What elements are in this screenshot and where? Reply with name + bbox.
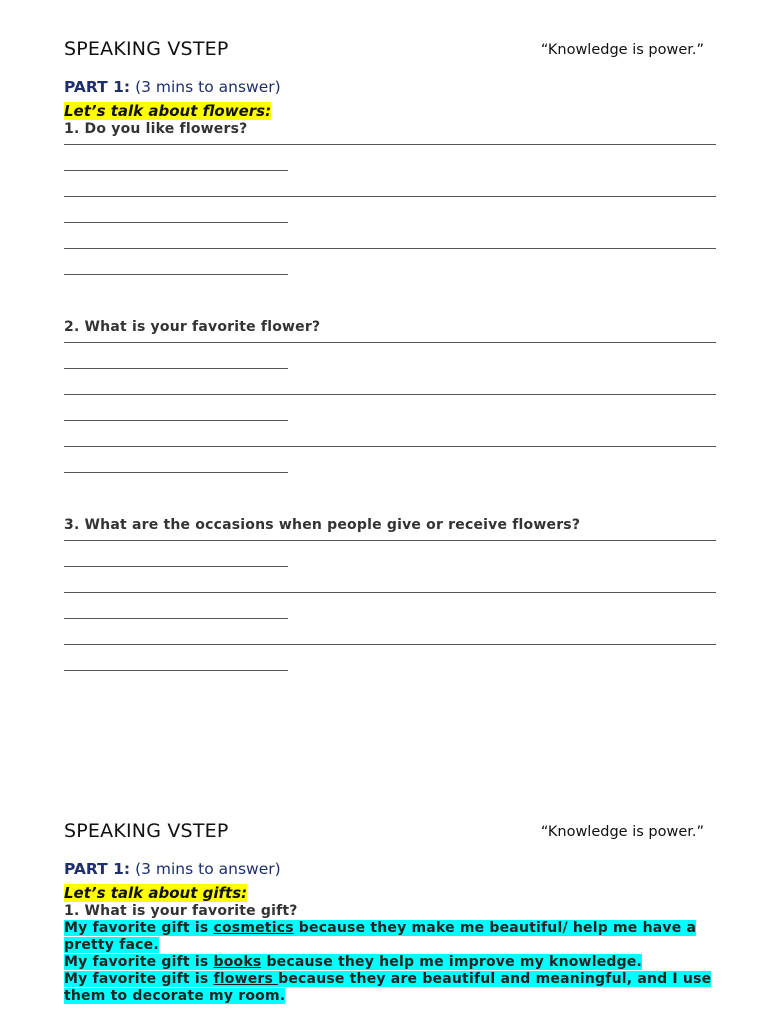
topic-text: Let’s talk about flowers: (64, 102, 272, 120)
answer-rest: because they make me beautiful/ help me have a pretty face. (64, 920, 697, 953)
answer-lines-1[interactable] (64, 144, 716, 275)
answer-line[interactable] (64, 196, 716, 197)
answer-keyword: flowers (213, 971, 279, 987)
answer-line[interactable] (64, 368, 288, 369)
sample-answers (64, 920, 716, 1005)
answer-line[interactable] (64, 144, 716, 145)
sheet-header (64, 820, 716, 848)
answer-line[interactable] (64, 540, 716, 541)
answer-rest: because they help me improve my knowledge. (261, 954, 643, 970)
answer-line[interactable] (64, 446, 716, 447)
answer-line[interactable] (64, 394, 716, 395)
question-1: 1. What is your favorite gift? (64, 903, 298, 919)
answer-line[interactable] (64, 274, 288, 275)
page-title: SPEAKING VSTEP (64, 820, 229, 842)
answer-line[interactable] (64, 618, 288, 619)
answer-keyword: cosmetics (213, 920, 294, 936)
part-heading (64, 858, 716, 880)
answer-line[interactable] (64, 566, 288, 567)
answer-keyword: books (213, 954, 262, 970)
worksheet-gifts (64, 820, 716, 1005)
answer-line[interactable] (64, 420, 288, 421)
answer-line[interactable] (64, 248, 716, 249)
answer-prefix: My favorite gift is (64, 920, 214, 936)
worksheet-flowers (64, 38, 716, 696)
sample-answer (64, 920, 716, 954)
answer-prefix: My favorite gift is (64, 971, 214, 987)
part-label: PART 1: (64, 78, 131, 96)
part-time: (3 mins to answer) (135, 78, 281, 96)
answer-rest: because they are beautiful and meaningful, and I use them to decorate my room. (64, 971, 712, 1004)
answer-lines-2[interactable] (64, 342, 716, 473)
sample-answer (64, 971, 716, 1005)
sample-answer (64, 954, 716, 971)
question-3: 3. What are the occasions when people give or receive flowers? (64, 517, 581, 533)
sheet-header (64, 38, 716, 66)
part-heading (64, 76, 716, 98)
quote: “Knowledge is power.” (540, 824, 704, 840)
page-title: SPEAKING VSTEP (64, 38, 229, 60)
topic-text: Let’s talk about gifts: (64, 884, 248, 902)
answer-line[interactable] (64, 670, 288, 671)
quote: “Knowledge is power.” (540, 42, 704, 58)
answer-lines-3[interactable] (64, 540, 716, 671)
question-2: 2. What is your favorite flower? (64, 319, 321, 335)
topic-heading (64, 102, 716, 120)
part-time: (3 mins to answer) (135, 860, 281, 878)
answer-line[interactable] (64, 222, 288, 223)
answer-line[interactable] (64, 472, 288, 473)
question-1: 1. Do you like flowers? (64, 121, 248, 137)
answer-line[interactable] (64, 592, 716, 593)
answer-line[interactable] (64, 644, 716, 645)
part-label: PART 1: (64, 860, 131, 878)
topic-heading (64, 884, 716, 902)
answer-line[interactable] (64, 342, 716, 343)
answer-prefix: My favorite gift is (64, 954, 214, 970)
answer-line[interactable] (64, 170, 288, 171)
